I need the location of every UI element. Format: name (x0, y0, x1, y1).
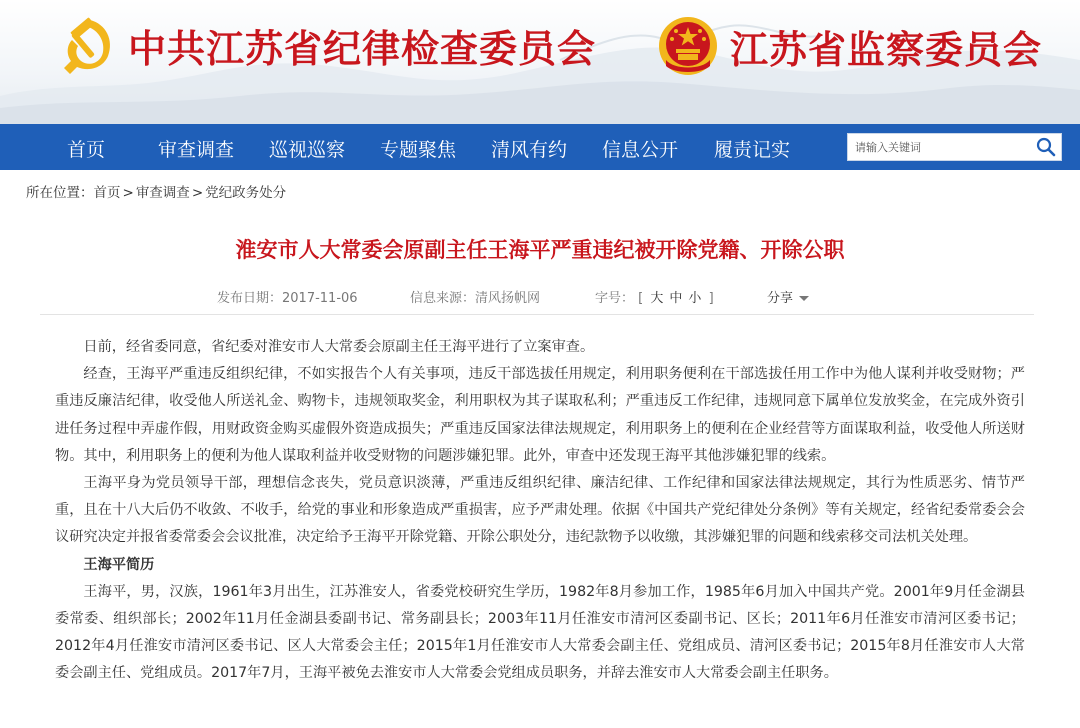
breadcrumb (26, 181, 286, 201)
supervision-title: 江苏省监察委员会 (730, 26, 1043, 72)
nav-item-clean-wind[interactable]: 清风有约 (491, 139, 568, 161)
main-nav (0, 124, 1080, 170)
article-paragraph: 日前，经省委同意，省纪委对淮安市人大常委会原副主任王海平进行了立案审查。 (83, 339, 595, 355)
nav-item-duty-records[interactable]: 履责记实 (714, 139, 791, 161)
breadcrumb-review[interactable]: 审查调查 (135, 185, 190, 201)
font-bracket-open: [ (638, 291, 644, 306)
article-paragraph: 王海平身为党员领导干部，理想信念丧失，党员意识淡薄，严重违反组织纪律、廉洁纪律、工作纪律和国家法律法规规定，其行为性质恶劣、情节严重，且在十八大后仍不收敛、不收手，给党的事业和形象造成严重损害，应予严肃处理。依据《中国共产党纪律处分条例》等有关规定，经省纪委常委会会议研究决定并报省委常委会会议批准，决定给予王海平开除党籍、开除公职处分，违纪款物予以收缴，其涉嫌犯罪的问题和线索移交司法机关处理。 (55, 475, 1025, 546)
bio-paragraph: 王海平，男，汉族，1961年3月出生，江苏淮安人，省委党校研究生学历，1982年8月参加工作，1985年6月加入中国共产党。2001年9月任金湖县委常委、组织部长；2002年11月任金湖县委副书记、常务副县长；2003年11月任淮安市清河区委副书记、区长；2011年6月任淮安市清河区委书记；2012年4月任淮安市清河区委书记、区人大常委会主任；2015年1月任淮安市人大常委会副主任、党组成员、清河区委书记；2015年8月任淮安市人大常委会副主任、党组成员。2017年7月，王海平被免去淮安市人大常委会党组成员职务，并辞去淮安市人大常委会副主任职务。 (55, 583, 1025, 682)
font-medium-button[interactable]: 中 (669, 291, 683, 306)
party-discipline-title: 中共江苏省纪律检查委员会 (128, 25, 597, 71)
search-icon (1036, 137, 1056, 157)
meta-divider (40, 314, 1034, 315)
nav-item-info-disclosure[interactable]: 信息公开 (602, 139, 679, 161)
font-size-switch (595, 287, 714, 306)
font-bracket-close: ] (708, 291, 714, 306)
article-title: 淮安市人大常委会原副主任王海平严重违纪被开除党籍、开除公职 (235, 238, 845, 262)
search-input[interactable] (848, 134, 1032, 160)
info-source: 信息来源：清风扬帆网 (410, 291, 541, 306)
font-large-button[interactable]: 大 (650, 291, 664, 306)
national-emblem-icon (656, 14, 720, 78)
breadcrumb-separator: > (191, 185, 204, 201)
nav-item-review-investigation[interactable]: 审查调查 (158, 139, 235, 161)
font-small-button[interactable]: 小 (688, 291, 702, 306)
article-paragraph: 经查，王海平严重违反组织纪律，不如实报告个人有关事项，违反干部选拔任用规定，利用职务便利在干部选拔任用工作中为他人谋利并收受财物；严重违反廉洁纪律，收受他人所送礼金、购物卡，违规领取奖金，利用职权为其子谋取私利；严重违反工作纪律，违规同意下属单位发放奖金，在完成外资引进任务过程中弄虚作假，用财政资金购买虚假外资造成损失；严重违反国家法律法规规定，利用职务上的便利在企业经营等方面谋取利益，收受他人所送财物。其中，利用职务上的便利为他人谋取利益并收受财物的问题涉嫌犯罪。此外，审查中还发现王海平其他涉嫌犯罪的线索。 (55, 366, 1025, 464)
party-discipline-brand[interactable] (56, 14, 596, 76)
nav-item-inspection[interactable]: 巡视巡察 (269, 139, 346, 161)
nav-item-special-topics[interactable]: 专题聚焦 (380, 139, 457, 161)
hammer-sickle-icon (56, 14, 118, 76)
share-label: 分享 (767, 291, 794, 306)
breadcrumb-home[interactable]: 首页 (93, 185, 121, 201)
breadcrumb-current[interactable]: 党纪政务处分 (205, 185, 287, 201)
search-box (847, 133, 1062, 161)
breadcrumb-separator: > (122, 185, 134, 201)
chevron-down-icon (799, 296, 809, 301)
font-size-label: 字号： (595, 291, 635, 306)
supervision-brand[interactable] (656, 14, 1042, 78)
publish-date: 发布日期：2017-11-06 (217, 291, 358, 306)
search-button[interactable] (1032, 134, 1061, 160)
nav-item-home[interactable]: 首页 (67, 139, 106, 161)
article-meta (0, 287, 1080, 307)
bio-heading: 王海平简历 (83, 556, 155, 573)
breadcrumb-prefix: 所在位置： (26, 185, 94, 201)
article-body (55, 334, 1025, 688)
share-button[interactable] (767, 287, 809, 306)
site-header (0, 0, 1080, 124)
